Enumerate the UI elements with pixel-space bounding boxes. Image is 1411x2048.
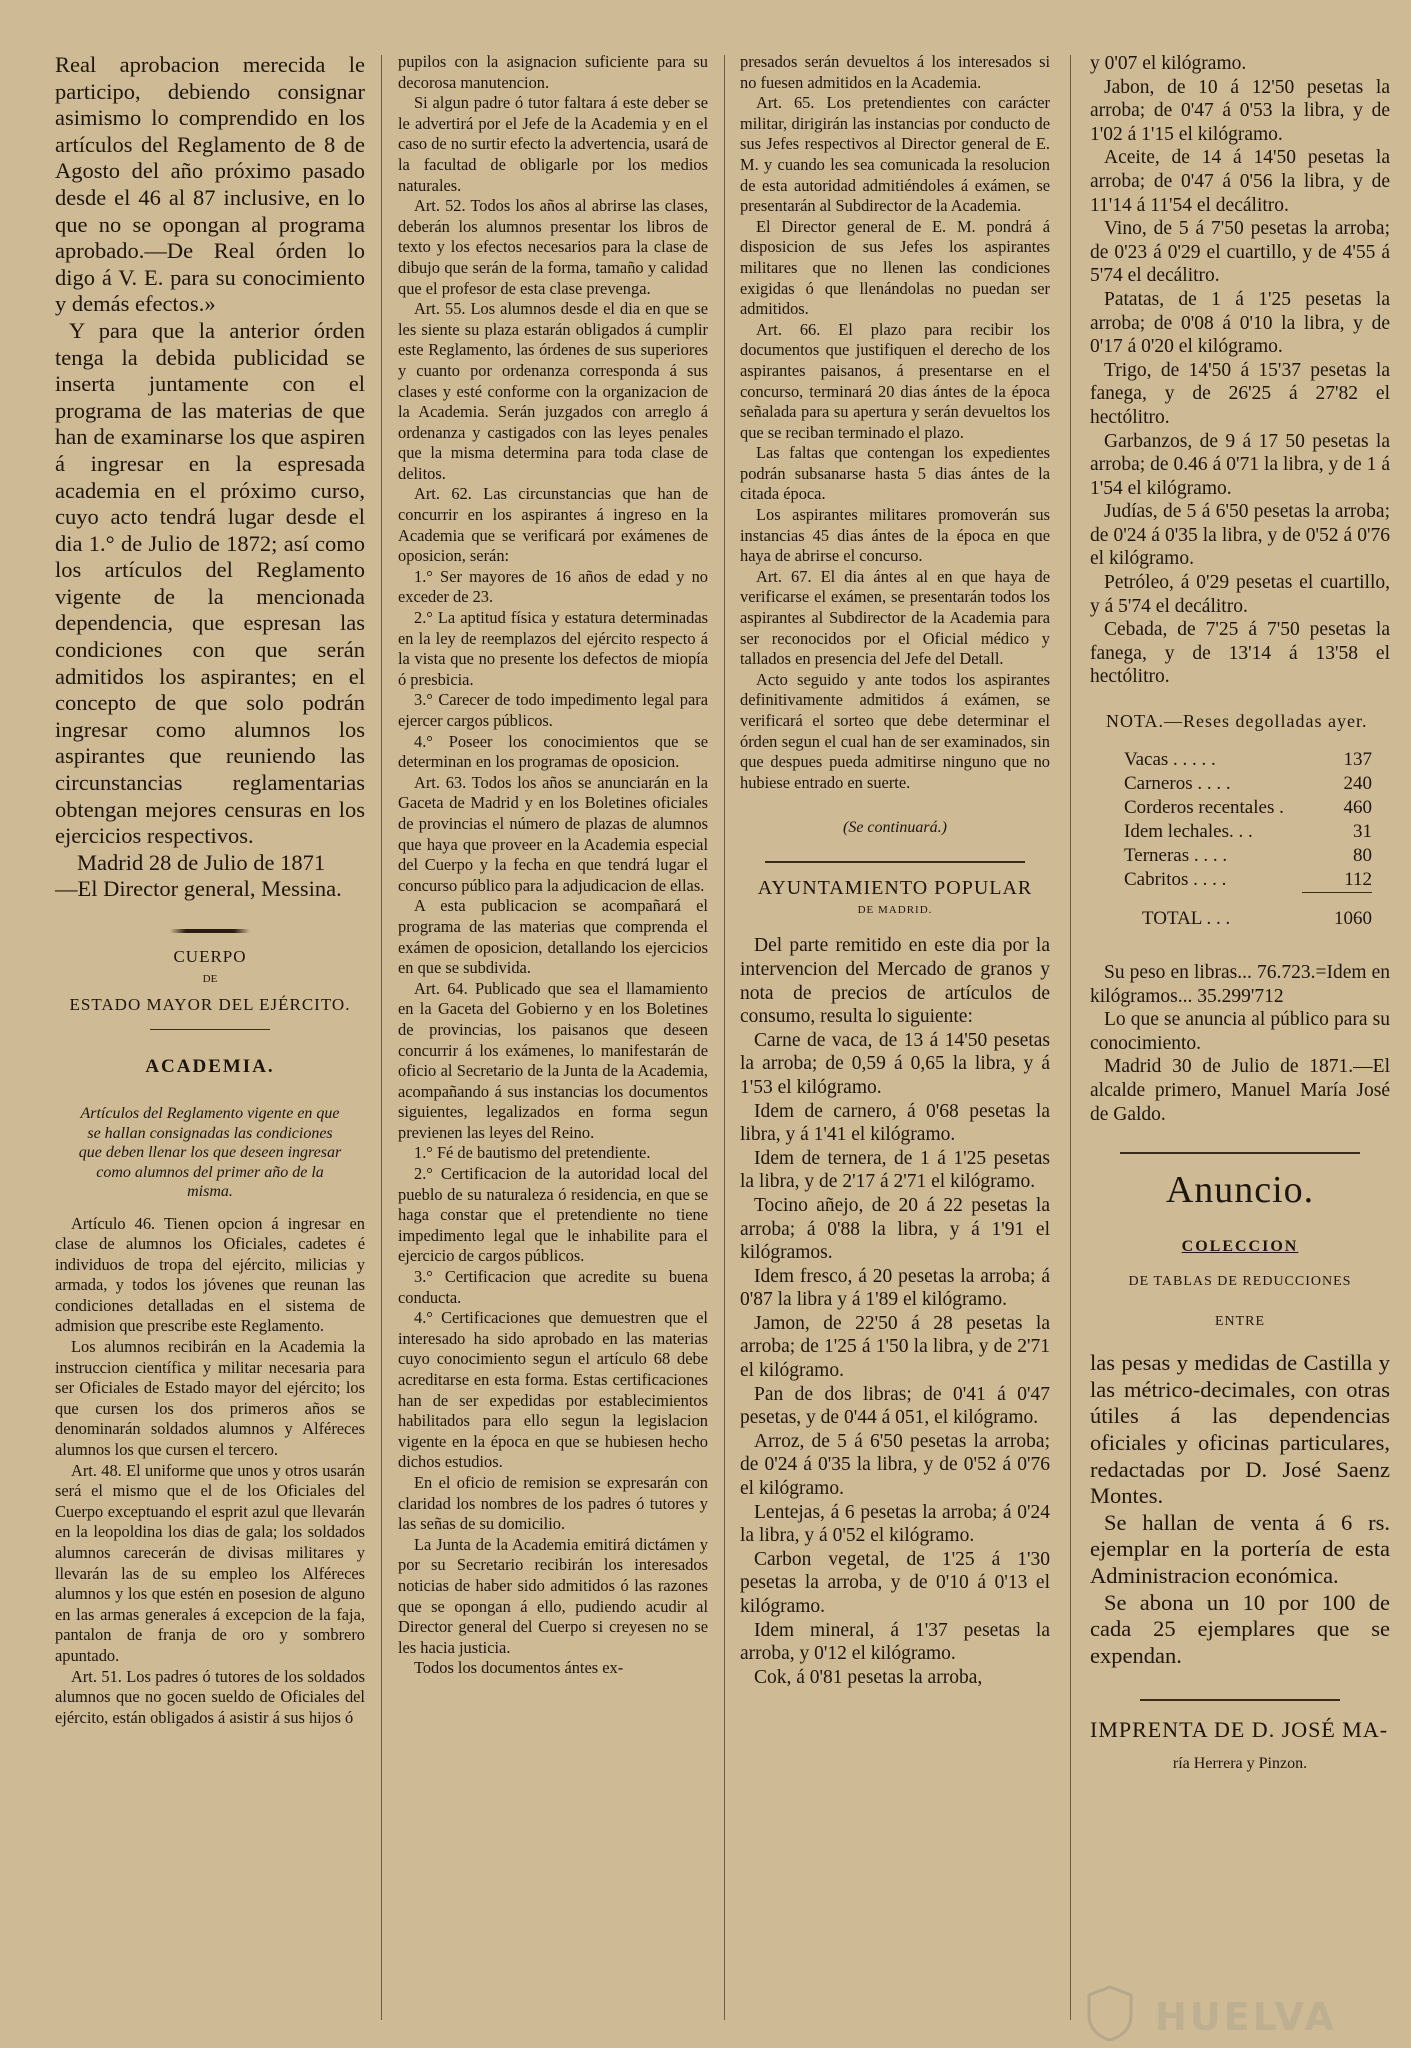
table-row	[1124, 820, 1372, 844]
price-paragraph: Vino, de 5 á 7'50 pesetas la arroba; de 0'23 á 0'29 el cuartillo, y de 4'55 á 5'74 el decálitro.	[1090, 218, 1390, 287]
price-paragraph: Garbanzos, de 9 á 17 50 pesetas la arroba; de 0.46 á 0'71 la libra, y de 1 á 1'54 el kilógramo.	[1090, 430, 1390, 499]
coleccion-heading: COLECCION	[1181, 1238, 1299, 1256]
row-label: Cabritos . . . .	[1124, 869, 1227, 891]
price-paragraph: Judías, de 5 á 6'50 pesetas la arroba; de 0'24 á 0'35 la libra, y de 0'52 á 0'76 el kilógramo.	[1090, 501, 1390, 570]
column-3	[740, 52, 1050, 1689]
section-heading-estado-mayor: ESTADO MAYOR DEL EJÉRCITO.	[69, 995, 351, 1014]
divider	[150, 1029, 270, 1030]
section-heading-academia: ACADEMIA.	[145, 1056, 275, 1077]
article: Artículo 46. Tienen opcion á ingresar en clase de alumnos los Oficiales, cadetes é individuos de tropa del ejército, milicias y armada, y todos los jóvenes que reunan las condiciones detalladas en el sistema de admision que prescribe este Reglamento.	[55, 1213, 365, 1336]
column-rule	[1070, 55, 1071, 2020]
price-paragraph: Jabon, de 10 á 12'50 pesetas la arroba; de 0'47 á 0'53 la libra, y de 1'02 á 1'15 el kilógramo.	[1090, 76, 1390, 145]
row-value: 31	[1353, 821, 1372, 843]
price-paragraph: Cok, á 0'81 pesetas la arroba,	[754, 1666, 983, 1688]
price-paragraph: Carbon vegetal, de 1'25 á 1'30 pesetas la arroba, y de 0'10 á 0'13 el kilógramo.	[740, 1548, 1050, 1617]
paragraph: Art. 55. Los alumnos desde el dia en que se les siente su plaza estarán obligados á cumplir este Reglamento, las órdenes de sus superiores y cuanto por ordenanza corresponda á sus clases y esté conforme con la organizacion de la Academia. Serán juzgados con arreglo á ordenanza y castigados con las leyes penales que la misma determina para toda clase de delitos.	[398, 299, 708, 483]
table-row	[1124, 844, 1372, 868]
row-label: Carneros . . . .	[1124, 773, 1231, 795]
row-value: 240	[1343, 773, 1372, 795]
row-label: Idem lechales. . .	[1124, 821, 1253, 843]
paragraph: presados serán devueltos á los interesados si no fuesen admitidos en la Academia.	[740, 52, 1050, 92]
signature-date: Madrid 28 de Julio de 1871	[77, 849, 326, 875]
anuncio-paragraph: las pesas y medidas de Castilla y las métrico-decimales, con otras útiles á las dependencias oficiales y oficinas particulares, redactadas por D. José Saenz Montes.	[1090, 1350, 1390, 1509]
paragraph: Acto seguido y ante todos los aspirantes definitivamente admitidos á exámen, se verificará el sorteo que debe determinar el órden segun el cual han de ser examinados, sin que despues pueda admitirse ninguno que no hubiese entrado en suerte.	[740, 669, 1050, 792]
archive-watermark: HUELVA	[1155, 1995, 1337, 2039]
paragraph: Art. 62. Las circunstancias que han de concurrir en los aspirantes á ingreso en la Academia que se verificará por exámenes de oposicion, serán:	[398, 484, 708, 566]
paragraph: Su peso en libras... 76.723.=Idem en kilógramos... 35.299'712	[1090, 962, 1390, 1007]
table-row	[1124, 796, 1372, 820]
paragraph: Art. 52. Todos los años al abrirse las clases, deberán los alumnos presentar los libros de texto y los efectos necesarios para la clase de dibujo que serán de la forma, tamaño y calidad que el profesor de esta clase prevenga.	[398, 196, 708, 298]
continued-note: (Se continuará.)	[843, 819, 947, 837]
paragraph: Lo que se anuncia al público para su conocimiento.	[1090, 1009, 1390, 1054]
table-row	[1124, 868, 1372, 893]
price-paragraph: Trigo, de 14'50 á 15'37 pesetas la fanega, y de 26'25 á 27'82 el hectólitro.	[1090, 359, 1390, 428]
article: Art. 51. Los padres ó tutores de los soldados alumnos que no gocen sueldo de Oficiales del ejército, están obligados á asistir á sus hijos ó	[55, 1666, 365, 1727]
price-paragraph: Pan de dos libras; de 0'41 á 0'47 pesetas, y de 0'44 á 051, el kilógramo.	[740, 1383, 1050, 1429]
price-paragraph: Lentejas, á 6 pesetas la arroba; á 0'24 la libra, y á 0'52 el kilógramo.	[740, 1501, 1050, 1547]
divider	[1120, 1152, 1360, 1154]
section-heading-cuerpo: CUERPO	[173, 947, 247, 966]
row-value: 137	[1343, 749, 1372, 771]
price-paragraph: Carne de vaca, de 13 á 14'50 pesetas la arroba; de 0,59 á 0,65 la libra, y á 1'53 el kilógramo.	[740, 1029, 1050, 1098]
paragraph: 2.° La aptitud física y estatura determinadas en la ley de reemplazos del ejército respecto á la vista que no presente los defectos de miopía ó presbicia.	[398, 608, 708, 689]
price-paragraph: Cebada, de 7'25 á 7'50 pesetas la fanega, y de 13'14 á 13'58 el hectólitro.	[1090, 619, 1390, 688]
section-heading-ayuntamiento: AYUNTAMIENTO POPULAR	[757, 877, 1033, 900]
paragraph: Madrid 30 de Julio de 1871.—El alcalde primero, Manuel María José de Galdo.	[1090, 1056, 1390, 1125]
anuncio-paragraph: Se abona un 10 por 100 de cada 25 ejemplares que se expendan.	[1090, 1589, 1390, 1668]
livestock-table	[1124, 748, 1372, 931]
section-heading-de: DE	[202, 973, 218, 985]
table-total-row	[1124, 893, 1372, 932]
total-value: 1060	[1334, 908, 1372, 930]
column-1	[55, 52, 365, 1728]
column-rule	[724, 55, 725, 2020]
row-label: Terneras . . . .	[1124, 845, 1228, 867]
paragraph: 1.° Fé de bautismo del pretendiente.	[414, 1143, 651, 1163]
paragraph: Real aprobacion merecida le participo, debiendo consignar asimismo lo comprendido en los artículos del Reglamento de 8 de Agosto del año próximo pasado desde el 46 al 87 inclusive, en lo que no se opongan al programa aprobado.—De Real órden lo digo á V. E. para su conocimiento y demás efectos.»	[55, 52, 365, 317]
price-paragraph: Aceite, de 14 á 14'50 pesetas la arroba; de 0'47 á 0'56 la libra, y de 11'14 á 11'54 el decálitro.	[1090, 147, 1390, 216]
paragraph: Si algun padre ó tutor faltara á este deber se le advertirá por el Jefe de la Academia y en el caso de no surtir efecto la advertencia, usará de la facultad de obligarle por los medios naturales.	[398, 93, 708, 195]
article: Los alumnos recibirán en la Academia la instruccion científica y militar necesaria para ser Oficiales de Estado mayor del ejército; los que cursen los dos primeros años se denominarán soldados alumnos y Alféreces alumnos los que cursen el tercero.	[55, 1337, 365, 1460]
imprenta-line-2: ría Herrera y Pinzon.	[1172, 1755, 1308, 1773]
price-paragraph: Tocino añejo, de 20 á 22 pesetas la arroba; á 0'88 la libra, y á 1'91 el kilógramos.	[740, 1194, 1050, 1264]
paragraph: Art. 63. Todos los años se anunciarán en la Gaceta de Madrid y en los Boletines oficiales de provincias el número de plazas de alumnos que haya que proveer en la Academia especial del Cuerpo y la fecha en que tendrá lugar el concurso público para la adjudicacion de ellas.	[398, 772, 708, 895]
price-paragraph: Patatas, de 1 á 1'25 pesetas la arroba; de 0'08 á 0'10 la libra, y de 0'17 á 0'20 el kilógramo.	[1090, 288, 1390, 358]
imprenta-line: IMPRENTA DE D. JOSÉ MA-	[1090, 1717, 1389, 1743]
section-subtitle: Artículos del Reglamento vigente en que se hallan consignadas las condiciones que deben llenar los que deseen ingresar como alumnos del primer año de la misma.	[78, 1105, 342, 1200]
row-value: 460	[1343, 797, 1372, 819]
total-label: TOTAL . . .	[1142, 907, 1231, 929]
paragraph: pupilos con la asignacion suficiente para su decorosa manutencion.	[398, 52, 708, 92]
price-paragraph: Idem de ternera, de 1 á 1'25 pesetas la libra, y de 2'17 á 2'71 el kilógramo.	[740, 1147, 1050, 1193]
paragraph: Art. 65. Los pretendientes con carácter militar, dirigirán las instancias por conducto de sus Jefes respectivos al Director general de E. M. y cuando les sea comunicada la resolucion de esta autoridad admitiéndoles á exámen, se presentarán al Subdirector de la Academia.	[740, 93, 1050, 216]
nota-heading: NOTA.—Reses degolladas ayer.	[1106, 711, 1368, 732]
paragraph: 3.° Certificacion que acredite su buena conducta.	[398, 1267, 708, 1307]
paragraph: La Junta de la Academia emitirá dictámen y por su Secretario recibirán los interesados noticias de haber sido admitidos ó las razones que se opongan á ello, pudiendo acudir al Director general del Cuerpo si creyesen no se les hacia justicia.	[398, 1534, 708, 1657]
price-paragraph: Jamon, de 22'50 á 28 pesetas la arroba; de 1'25 á 1'50 la libra, y de 2'71 el kilógramo.	[740, 1312, 1050, 1382]
paragraph: Art. 67. El dia ántes al en que haya de verificarse el exámen, se presentarán todos los aspirantes al Subdirector de la Academia para ser reconocidos por el Oficial médico y tallados en presencia del Jefe del Detall.	[740, 566, 1050, 669]
ornament-divider	[170, 929, 250, 933]
section-subheading-madrid: DE MADRID.	[857, 904, 933, 917]
paragraph: 2.° Certificacion de la autoridad local del pueblo de su naturaleza ó residencia, en que se haga constar que el pretendiente no tiene impedimento legal que le inhabilite para el ejercicio de cargos públicos.	[398, 1164, 708, 1266]
price-paragraph: Idem de carnero, á 0'68 pesetas la libra, y á 1'41 el kilógramo.	[740, 1100, 1050, 1146]
table-row	[1124, 748, 1372, 772]
paragraph: El Director general de E. M. pondrá á disposicion de sus Jefes los aspirantes militares que no llenen las condiciones exigidas ó que llenándolas no puedan ser admitidos.	[740, 216, 1050, 319]
paragraph: En el oficio de remision se expresarán con claridad los nombres de los padres ó tutores y las señas de su domicilio.	[398, 1472, 708, 1534]
price-paragraph: y 0'07 el kilógramo.	[1090, 53, 1247, 74]
row-value: 112	[1302, 868, 1372, 893]
tablas-heading: DE TABLAS DE REDUCCIONES	[1128, 1274, 1352, 1290]
column-4	[1090, 52, 1390, 1773]
price-paragraph: Del parte remitido en este dia por la intervencion del Mercado de granos y nota de precios de artículos de consumo, resulta lo siguiente:	[740, 935, 1050, 1028]
paragraph: Art. 64. Publicado que sea el llamamiento en la Gaceta del Gobierno y en los Boletines de provincias, los paisanos que deseen concurrir á los exámenes, lo manifestarán de oficio al Secretario de la Junta de la Academia, acompañando á sus instancias los documentos siguientes, legalizados en forma segun previenen las leyes del Reino.	[398, 978, 708, 1142]
paragraph: A esta publicacion se acompañará el programa de las materias que comprenda el exámen de oposicion, detallando los ejercicios en que se subdivida.	[398, 896, 708, 978]
column-2	[398, 52, 708, 1679]
paragraph: Los aspirantes militares promoverán sus instancias 45 dias ántes de la época en que haya de abrirse el concurso.	[740, 505, 1050, 566]
signature-name: —El Director general, Messina.	[55, 876, 342, 902]
paragraph: 4.° Poseer los conocimientos que se determinan en los programas de oposicion.	[398, 731, 708, 772]
archive-shield-icon	[1085, 1985, 1135, 2041]
paragraph: Y para que la anterior órden tenga la debida publicidad se inserta juntamente con el programa de las materias de que han de examinarse los que aspiren á ingresar en la espresada academia en el próximo curso, cuyo acto tendrá lugar desde el dia 1.° de Julio de 1872; así como los artículos del Reglamento vigente de la mencionada dependencia, que espresan las condiciones con que serán admitidos los aspirantes; en el concepto de que solo podrán ingresar como alumnos los aspirantes que reuniendo las circunstancias reglamentarias obtengan mejores censuras en los ejercicios respectivos.	[55, 317, 365, 849]
anuncio-paragraph: Se hallan de venta á 6 rs. ejemplar en la portería de esta Administracion económica.	[1090, 1509, 1390, 1588]
article: Art. 48. El uniforme que unos y otros usarán será el mismo que el de los Oficiales del Cuerpo exceptuando el esprit azul que llevarán en la leopoldina los dias de gala; los soldados alumnos carecerán de divisas militares y llevarán las de su empleo los Alféreces alumnos y los que estén en posesion de alguno en las armas generales á excepcion de la faja, pantalon de franja de oro y sombrero apuntado.	[55, 1460, 365, 1665]
price-paragraph: Idem mineral, á 1'37 pesetas la arroba, y 0'12 el kilógramo.	[740, 1619, 1050, 1665]
divider	[765, 861, 1025, 863]
entre-heading: ENTRE	[1214, 1314, 1266, 1330]
paragraph: Art. 66. El plazo para recibir los documentos que justifiquen el derecho de los aspirantes paisanos, á presentarse en el concurso, terminará 20 dias ántes de la época señalada para su apertura y serán devueltos los que se reciban terminado el plazo.	[740, 319, 1050, 442]
column-rule	[381, 55, 382, 2020]
paragraph: Todos los documentos ántes ex-	[414, 1658, 624, 1678]
paragraph: 3.° Carecer de todo impedimento legal para ejercer cargos públicos.	[398, 690, 708, 730]
price-paragraph: Petróleo, á 0'29 pesetas el cuartillo, y á 5'74 el decálitro.	[1090, 572, 1390, 617]
table-row	[1124, 772, 1372, 796]
divider	[1140, 1699, 1340, 1701]
paragraph: 1.° Ser mayores de 16 años de edad y no exceder de 23.	[398, 566, 708, 607]
paragraph: Las faltas que contengan los expedientes podrán subsanarse hasta 5 dias ántes de la citada época.	[740, 443, 1050, 504]
anuncio-heading: Anuncio.	[1165, 1169, 1315, 1212]
paragraph: 4.° Certificaciones que demuestren que el interesado ha sido aprobado en las materias cuyo conocimiento segun el artículo 68 debe acreditarse en esta forma. Estas certificaciones han de ser expedidas por establecimientos habilitados para ello segun la legislacion vigente en la época en que se hubiesen hecho dichos estudios.	[398, 1308, 708, 1472]
row-value: 80	[1353, 845, 1372, 867]
row-label: Corderos recentales .	[1124, 797, 1284, 819]
price-paragraph: Idem fresco, á 20 pesetas la arroba; á 0'87 la libra y á 1'89 el kilógramo.	[740, 1265, 1050, 1311]
row-label: Vacas . . . . .	[1124, 749, 1216, 771]
price-paragraph: Arroz, de 5 á 6'50 pesetas la arroba; de 0'24 á 0'35 la libra, y de 0'52 á 0'76 el kilógramo.	[740, 1430, 1050, 1500]
